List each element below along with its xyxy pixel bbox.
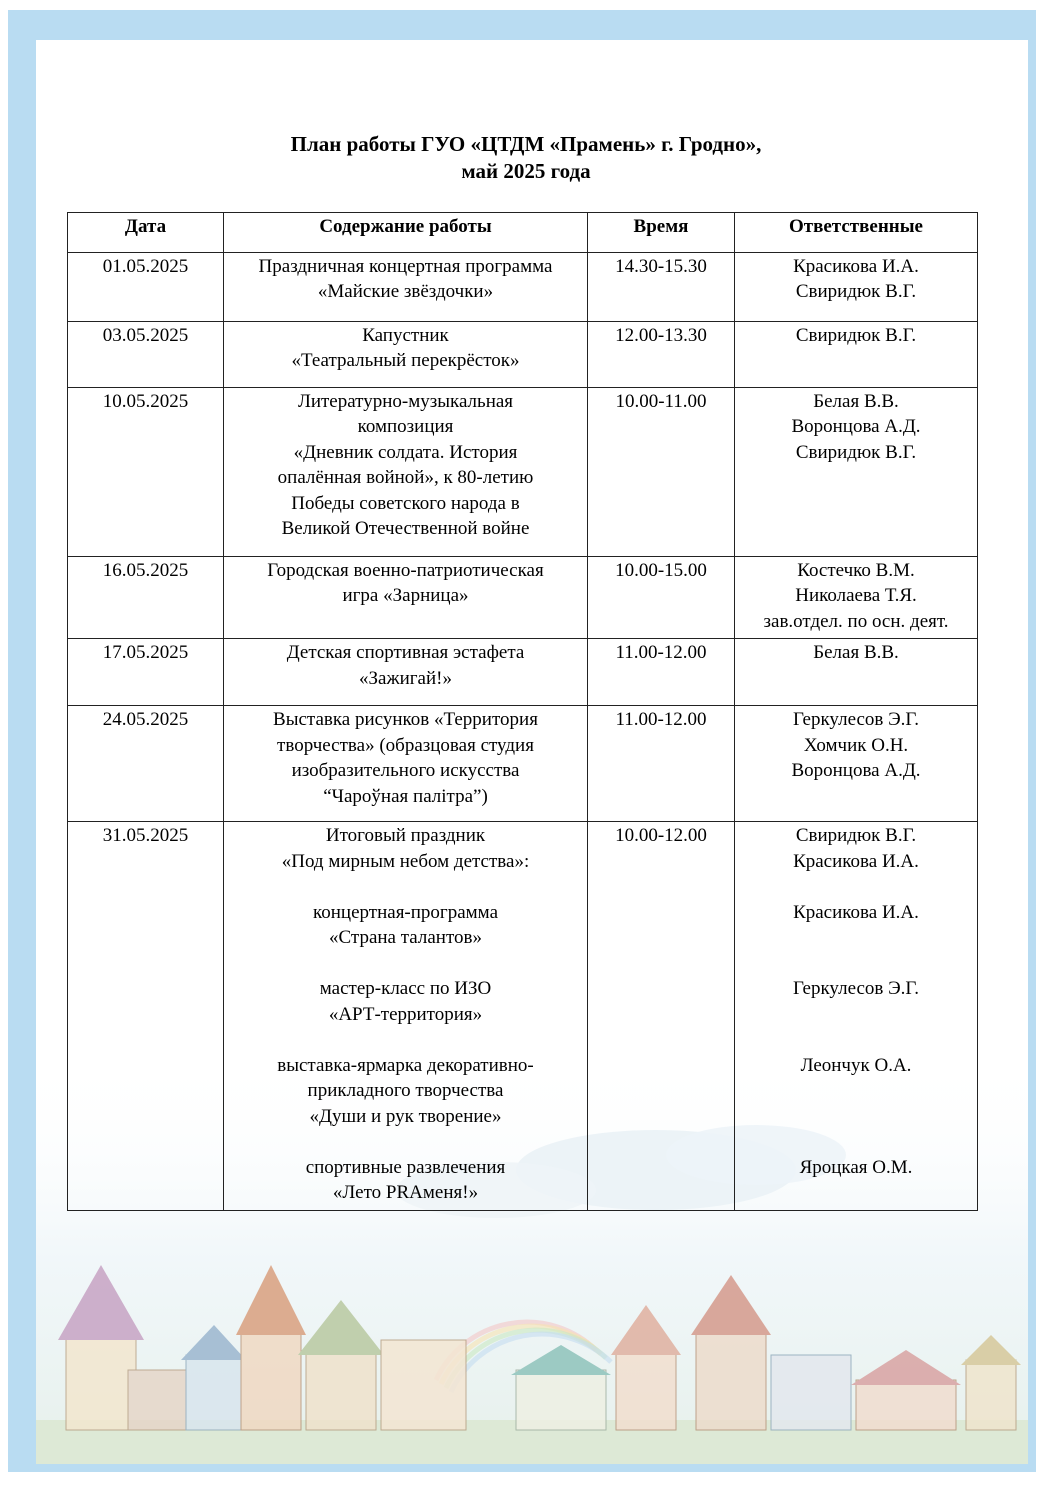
header-time: Время bbox=[588, 213, 735, 253]
table-row bbox=[68, 822, 978, 1211]
cell-responsible: Костечко В.М. Николаева Т.Я. зав.отдел. по осн. деят. bbox=[735, 556, 978, 639]
cell-date: 10.05.2025 bbox=[68, 387, 224, 556]
header-responsible: Ответственные bbox=[735, 213, 978, 253]
table-row bbox=[68, 639, 978, 706]
cell-date: 24.05.2025 bbox=[68, 706, 224, 822]
cell-responsible: Белая В.В. bbox=[735, 639, 978, 706]
cell-time: 10.00-12.00 bbox=[588, 822, 735, 1211]
cell-content: Итоговый праздник «Под мирным небом детства»: концертная-программа «Страна талантов» мастер-класс по ИЗО «АРТ-территория» выставка-ярмарка декоративно- прикладного творчества «Души и рук творение» спортивные развлечения «Лето PRAменя!» bbox=[224, 822, 588, 1211]
cell-time: 10.00-11.00 bbox=[588, 387, 735, 556]
cell-date: 16.05.2025 bbox=[68, 556, 224, 639]
cell-date: 01.05.2025 bbox=[68, 252, 224, 321]
table-row bbox=[68, 321, 978, 387]
table-row bbox=[68, 252, 978, 321]
table-row bbox=[68, 387, 978, 556]
cell-responsible: Белая В.В. Воронцова А.Д. Свиридюк В.Г. bbox=[735, 387, 978, 556]
cell-time: 11.00-12.00 bbox=[588, 639, 735, 706]
cell-time: 12.00-13.30 bbox=[588, 321, 735, 387]
cell-content: Детская спортивная эстафета «Зажигай!» bbox=[224, 639, 588, 706]
header-content: Содержание работы bbox=[224, 213, 588, 253]
cell-content: Городская военно-патриотическая игра «Зарница» bbox=[224, 556, 588, 639]
title-line-1: План работы ГУО «ЦТДМ «Прамень» г. Гродно», bbox=[290, 132, 762, 156]
table-row bbox=[68, 706, 978, 822]
cell-content: Праздничная концертная программа «Майские звёздочки» bbox=[224, 252, 588, 321]
cell-responsible: Свиридюк В.Г. bbox=[735, 321, 978, 387]
cell-date: 17.05.2025 bbox=[68, 639, 224, 706]
cell-time: 10.00-15.00 bbox=[588, 556, 735, 639]
cell-responsible: Геркулесов Э.Г. Хомчик О.Н. Воронцова А.Д. bbox=[735, 706, 978, 822]
cell-responsible: Свиридюк В.Г. Красикова И.А. Красикова И.А. Геркулесов Э.Г. Леончук О.А. Яроцкая О.М. bbox=[735, 822, 978, 1211]
cell-content: Литературно-музыкальная композиция «Дневник солдата. История опалённая войной», к 80-летию Победы советского народа в Великой Отечественной войне bbox=[224, 387, 588, 556]
cell-content: Капустник «Театральный перекрёсток» bbox=[224, 321, 588, 387]
page-title bbox=[0, 131, 1052, 185]
cell-date: 03.05.2025 bbox=[68, 321, 224, 387]
cell-content: Выставка рисунков «Территория творчества» (образцовая студия изобразительного искусства “Чароўная палітра”) bbox=[224, 706, 588, 822]
cell-time: 14.30-15.30 bbox=[588, 252, 735, 321]
cell-date: 31.05.2025 bbox=[68, 822, 224, 1211]
table-header-row bbox=[68, 213, 978, 253]
title-line-2: май 2025 года bbox=[461, 159, 591, 183]
work-plan-table bbox=[67, 212, 978, 1211]
cell-responsible: Красикова И.А. Свиридюк В.Г. bbox=[735, 252, 978, 321]
header-date: Дата bbox=[68, 213, 224, 253]
cell-time: 11.00-12.00 bbox=[588, 706, 735, 822]
table-row bbox=[68, 556, 978, 639]
